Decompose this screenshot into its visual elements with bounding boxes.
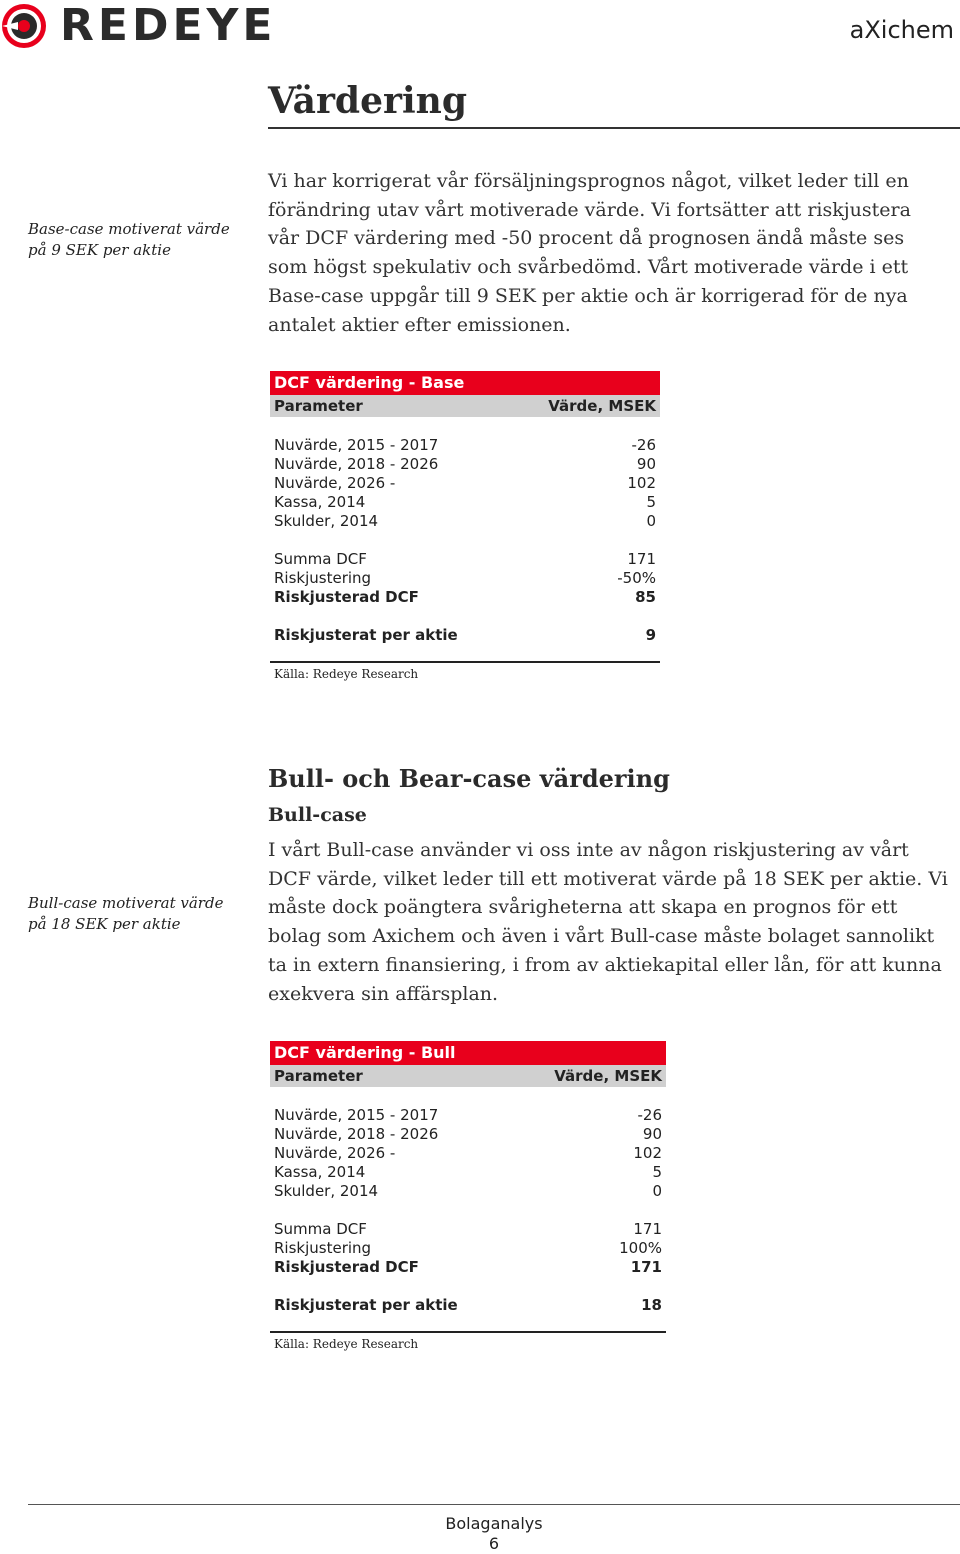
table-row: Nuvärde, 2015 - 2017 -26 <box>274 436 656 454</box>
table-row-per-share: Riskjusterat per aktie 18 <box>274 1296 662 1314</box>
column-header-parameter: Parameter <box>274 397 363 415</box>
footer <box>444 1514 544 1554</box>
dcf-bull-table <box>270 1041 666 1351</box>
table-header-row <box>270 395 660 417</box>
table-row: Nuvärde, 2018 - 2026 90 <box>274 1125 662 1143</box>
table-row: Kassa, 2014 5 <box>274 493 656 511</box>
logo-wordmark: REDEYE <box>60 0 277 51</box>
footer-label: Bolaganalys <box>445 1514 543 1533</box>
paragraph-valuation: Vi har korrigerat vår försäljningsprognos något, vilket leder till en förändring utav vårt motiverade värde. Vi fortsätter att riskjustera vår DCF värdering med -50 procent då prognosen ändå måste ses som högst spekulativ och svårbedömd. Vårt motiverade värde i ett Base-case uppgår till 9 SEK per aktie och är korrigerad för de nya antalet aktier efter emissionen. <box>268 170 911 336</box>
table-row: Nuvärde, 2015 - 2017 -26 <box>274 1106 662 1124</box>
subheading-bull-case: Bull-case <box>268 804 367 826</box>
table-row: Nuvärde, 2026 - 102 <box>274 474 656 492</box>
table-row: Kassa, 2014 5 <box>274 1163 662 1181</box>
title-divider <box>268 127 960 129</box>
column-header-parameter: Parameter <box>274 1067 363 1085</box>
sidenote-bull-case: Bull-case motiverat värde på 18 SEK per aktie <box>28 894 224 933</box>
company-name: aXichem <box>849 16 954 44</box>
table-row: Riskjustering -50% <box>274 569 656 587</box>
table-row: Summa DCF 171 <box>274 550 656 568</box>
page-number: 6 <box>488 1534 500 1553</box>
section-heading-bull-bear: Bull- och Bear-case värdering <box>268 764 670 793</box>
table-bottom-rule <box>270 661 660 663</box>
eye-logo-icon <box>0 2 48 50</box>
paragraph-bull-case: I vårt Bull-case använder vi oss inte av någon riskjustering av vårt DCF värde, vilket leder till ett motiverat värde på 18 SEK per aktie. Vi måste dock poängtera svårigheterna att skapa en prognos för ett bolag som Axichem och även i vårt Bull-case måste bolaget sannolikt ta in extern finansiering, i from av aktiekapital eller lån, för att kunna exekvera sin affärsplan. <box>268 839 948 1005</box>
table-row: Skulder, 2014 0 <box>274 512 656 530</box>
sidenote-base-case: Base-case motiverat värde på 9 SEK per aktie <box>28 220 230 259</box>
column-header-value: Värde, MSEK <box>548 397 656 415</box>
table-title: DCF värdering - Bull <box>270 1041 666 1065</box>
dcf-base-table <box>270 371 660 681</box>
table-source: Källa: Redeye Research <box>274 1337 419 1351</box>
table-row: Summa DCF 171 <box>274 1220 662 1238</box>
table-row: Riskjustering 100% <box>274 1239 662 1257</box>
table-row-per-share: Riskjusterat per aktie 9 <box>274 626 656 644</box>
page-title: Värdering <box>268 80 467 122</box>
table-bottom-rule <box>270 1331 666 1333</box>
table-row-riskjusterad-dcf: Riskjusterad DCF 85 <box>274 588 656 606</box>
table-row: Nuvärde, 2026 - 102 <box>274 1144 662 1162</box>
column-header-value: Värde, MSEK <box>554 1067 662 1085</box>
table-row: Skulder, 2014 0 <box>274 1182 662 1200</box>
table-source: Källa: Redeye Research <box>274 667 419 681</box>
table-row-riskjusterad-dcf: Riskjusterad DCF 171 <box>274 1258 662 1276</box>
table-title: DCF värdering - Base <box>270 371 660 395</box>
table-header-row <box>270 1065 666 1087</box>
redeye-logo <box>0 0 276 52</box>
table-row: Nuvärde, 2018 - 2026 90 <box>274 455 656 473</box>
footer-divider <box>28 1504 960 1505</box>
